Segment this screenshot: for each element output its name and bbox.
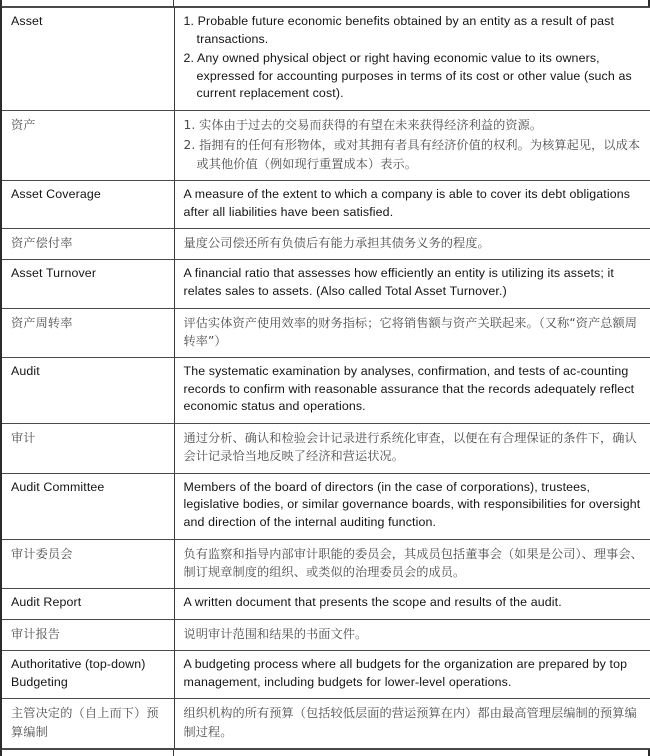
glossary-row <box>1 619 650 650</box>
glossary-row <box>1 651 650 699</box>
glossary-term-text: Audit <box>11 364 40 379</box>
glossary-term-cell <box>1 260 174 308</box>
glossary-term-text: 审计委员会 <box>11 546 73 561</box>
glossary-definition-paragraph: A measure of the extent to which a company is able to cover its debt obligations after all liabilities have been satisfied. <box>183 186 631 219</box>
glossary-term-cell <box>1 539 174 589</box>
glossary-definition-cell <box>174 180 650 228</box>
glossary-row <box>1 358 650 424</box>
glossary-term-cell <box>1 619 174 650</box>
glossary-definition-paragraph: A budgeting process where all budgets for the organization are prepared by top management, including budgets for lower-level operations. <box>183 657 628 689</box>
glossary-definition-cell <box>174 424 650 474</box>
glossary-definition-paragraph: A financial ratio that assesses how efficiently an entity is utilizing its assets; it relates sales to assets. (Also called Total Asset Turnover.) <box>183 266 614 299</box>
glossary-definition-cell <box>174 358 650 424</box>
glossary-term-cell <box>1 8 174 111</box>
glossary-definition-cell <box>174 8 650 111</box>
glossary-term-text: Authoritative (top-down) Budgeting <box>11 657 146 689</box>
glossary-term-cell <box>1 308 174 358</box>
glossary-table-body <box>1 8 650 749</box>
glossary-row <box>1 589 650 620</box>
glossary-definition-paragraph: The systematic examination by analyses, confirmation, and tests of ac-counting records to confirm with reasonable assurance that the records adequately reflect economic status and operations. <box>183 364 635 414</box>
glossary-row <box>1 229 650 260</box>
glossary-row <box>1 699 650 749</box>
glossary-definition-cell <box>174 260 650 308</box>
glossary-definition-cell <box>174 539 650 589</box>
glossary-definition-paragraph: 2. Any owned physical object or right having economic value to its owners, expressed for accounting purposes in terms of its cost or other value (such as current replacement cost). <box>183 51 632 101</box>
glossary-term-text: 主管决定的（自上而下）预算编制 <box>11 706 159 739</box>
clipped-row-top <box>0 0 650 7</box>
glossary-term-text: 资产周转率 <box>11 315 73 330</box>
glossary-term-text: Asset Coverage <box>11 186 101 201</box>
glossary-term-text: Audit Committee <box>11 479 105 494</box>
glossary-term-text: 资产偿付率 <box>11 236 73 251</box>
glossary-definition-paragraph: 1. 实体由于过去的交易而获得的有望在未来获得经济利益的资源。 <box>183 118 543 133</box>
glossary-row <box>1 111 650 181</box>
glossary-definition-cell <box>174 699 650 749</box>
glossary-definition-cell <box>174 473 650 539</box>
glossary-term-cell <box>1 358 174 424</box>
glossary-definition-cell <box>174 111 650 181</box>
glossary-term-cell <box>1 180 174 228</box>
glossary-row <box>1 308 650 358</box>
glossary-term-cell <box>1 424 174 474</box>
glossary-row <box>1 260 650 308</box>
glossary-definition-cell <box>174 589 650 620</box>
glossary-row <box>1 8 650 111</box>
glossary-term-cell <box>1 229 174 260</box>
glossary-definition-paragraph: 2. 指拥有的任何有形物体，或对其拥有者具有经济价值的权利。为核算起见，以成本或其他价值（例如现行重置成本）表示。 <box>183 138 641 171</box>
glossary-term-cell <box>1 651 174 699</box>
glossary-definition-cell <box>174 619 650 650</box>
column-divider <box>173 750 174 756</box>
glossary-definition-paragraph: 说明审计范围和结果的书面文件。 <box>183 626 368 641</box>
glossary-definition-cell <box>174 651 650 699</box>
glossary-term-cell <box>1 473 174 539</box>
glossary-definition-paragraph: 通过分析、确认和检验会计记录进行系统化审查，以便在有合理保证的条件下，确认会计记录恰当地反映了经济和营运状况。 <box>183 431 637 464</box>
clipped-row-bottom <box>0 749 650 756</box>
glossary-definition-cell <box>174 229 650 260</box>
glossary-definition-cell <box>174 308 650 358</box>
column-divider <box>173 0 174 6</box>
glossary-term-text: Asset Turnover <box>11 266 97 281</box>
glossary-term-cell <box>1 111 174 181</box>
glossary-row <box>1 539 650 589</box>
glossary-definition-paragraph: Members of the board of directors (in the case of corporations), trustees, legislative bodies, or similar governance boards, with responsibilities for oversight and direction of the internal auditing function. <box>183 479 641 529</box>
glossary-term-text: Asset <box>11 14 43 28</box>
glossary-term-cell <box>1 699 174 749</box>
glossary-term-text: 审计报告 <box>11 626 61 641</box>
glossary-definition-paragraph: A written document that presents the scope and results of the audit. <box>183 595 562 610</box>
glossary-term-text: Audit Report <box>11 595 82 610</box>
glossary-row <box>1 180 650 228</box>
glossary-row <box>1 473 650 539</box>
glossary-term-cell <box>1 589 174 620</box>
glossary-definition-paragraph: 评估实体资产使用效率的财务指标；它将销售额与资产关联起来。（又称“资产总额周转率”） <box>183 315 637 348</box>
glossary-term-text: 审计 <box>11 431 36 446</box>
glossary-definition-paragraph: 组织机构的所有预算（包括较低层面的营运预算在内）都由最高管理层编制的预算编制过程。 <box>183 706 637 739</box>
glossary-term-text: 资产 <box>11 118 36 133</box>
glossary-definition-paragraph: 负有监察和指导内部审计职能的委员会，其成员包括董事会（如果是公司）、理事会、制订规章制度的组织、或类似的治理委员会的成员。 <box>183 546 643 579</box>
glossary-definition-paragraph: 量度公司偿还所有负债后有能力承担其债务义务的程度。 <box>183 236 490 251</box>
glossary-definition-paragraph: 1. Probable future economic benefits obtained by an entity as a result of past transactions. <box>183 14 615 46</box>
glossary-table <box>0 7 650 749</box>
glossary-row <box>1 424 650 474</box>
